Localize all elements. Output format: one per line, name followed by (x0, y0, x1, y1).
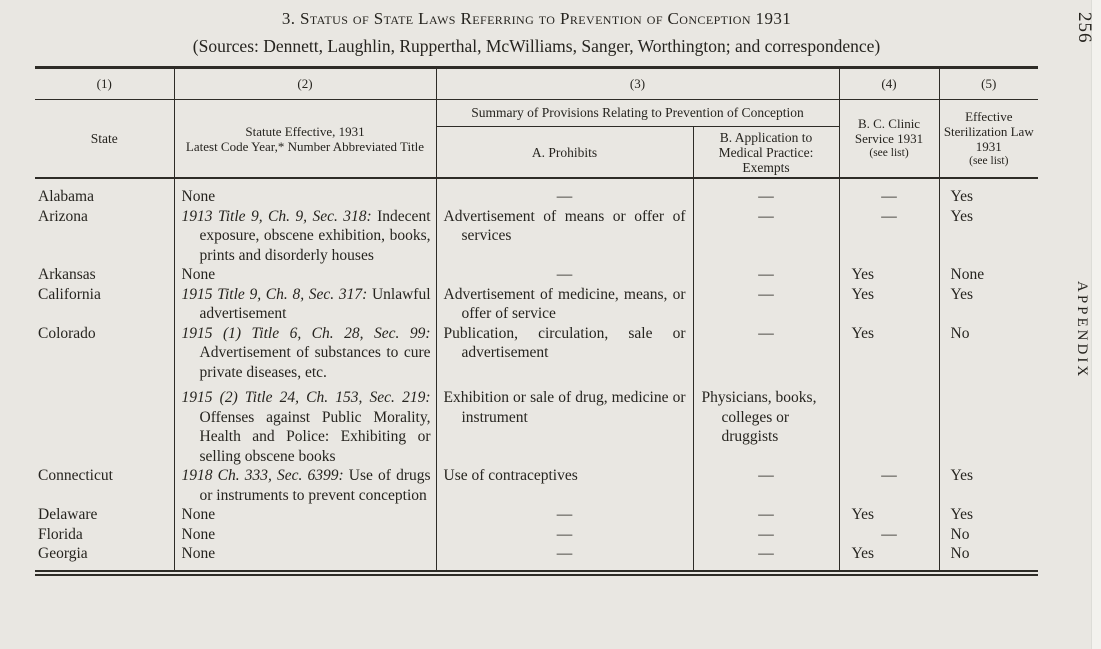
table-row (35, 544, 1038, 573)
header-statute-line2: Latest Code Year,* Number Abbreviated Title (185, 138, 425, 154)
statute-description: Unlawful advertisement (199, 285, 431, 322)
state-name-cell: Georgia (35, 544, 174, 573)
statute-reference: 1915 (2) Title 24, Ch. 153, Sec. 219: (181, 389, 431, 406)
sterilization-law-cell: Yes (950, 506, 974, 523)
statute-cell (174, 207, 436, 266)
clinic-service-cell: Yes (839, 265, 939, 285)
table-row (35, 466, 1038, 505)
prohibits-cell: Advertisement of medicine, means, or offer of service (436, 285, 693, 324)
statute-cell (174, 285, 436, 324)
table-row (35, 285, 1038, 324)
clinic-service-cell: — (839, 178, 939, 207)
table-row (35, 505, 1038, 525)
header-clinic-label: B. C. Clinic Service 1931 (854, 116, 924, 146)
statute-description: None (181, 188, 216, 205)
table-header (35, 68, 1038, 179)
exempts-cell: Physicians, books, colleges or druggists (693, 382, 839, 466)
exempts-cell: — (693, 525, 839, 545)
sterilization-law-cell (939, 382, 1038, 466)
header-state: State (35, 100, 174, 179)
statute-reference: 1915 Title 9, Ch. 8, Sec. 317: (181, 285, 368, 303)
exempts-cell: — (693, 207, 839, 266)
column-numbers-row (35, 68, 1038, 100)
statute-reference: 1915 (1) Title 6, Ch. 28, Sec. 99: (181, 324, 431, 342)
clinic-service-cell: Yes (839, 505, 939, 525)
statute-description: None (181, 266, 216, 283)
statute-description: Offenses against Public Morality, Health and Police: Exhibiting or selling obscene books (199, 408, 431, 465)
clinic-service-cell: — (839, 525, 939, 545)
state-name-cell: Florida (35, 525, 174, 545)
appendix-label: APPENDIX (1074, 281, 1090, 380)
statute-description: None (181, 506, 216, 523)
header-sterilization (939, 100, 1038, 179)
statute-cell (174, 265, 436, 285)
table-row (35, 178, 1038, 207)
exempts-cell: — (693, 285, 839, 324)
header-statute (174, 100, 436, 179)
header-summary: Summary of Provisions Relating to Prevention of Conception (436, 100, 839, 127)
clinic-service-cell (839, 382, 939, 466)
column-number-1: (1) (35, 68, 174, 100)
exempts-cell: — (693, 265, 839, 285)
clinic-service-cell: Yes (839, 324, 939, 383)
statute-description: None (181, 545, 216, 562)
table-row (35, 207, 1038, 266)
clinic-service-cell: Yes (839, 544, 939, 573)
sterilization-law-cell: None (950, 266, 985, 283)
state-name-cell: Arizona (35, 207, 174, 266)
clinic-service-cell: — (839, 466, 939, 505)
state-name-cell: Connecticut (35, 466, 174, 505)
statute-cell (174, 544, 436, 573)
prohibits-cell: — (436, 178, 693, 207)
table-row (35, 265, 1038, 285)
prohibits-cell: — (436, 505, 693, 525)
state-name-cell: Colorado (35, 324, 174, 383)
statute-description: None (181, 525, 216, 543)
prohibits-cell: Use of contraceptives (436, 466, 693, 505)
table-body (35, 178, 1038, 573)
page-subtitle: (Sources: Dennett, Laughlin, Rupperthal, McWilliams, Sanger, Worthington; and correspondence) (192, 36, 881, 56)
exempts-cell: — (693, 466, 839, 505)
sterilization-law-cell: Yes (950, 285, 974, 303)
state-name-cell: California (35, 285, 174, 324)
prohibits-cell: — (436, 525, 693, 545)
sterilization-law-cell: No (950, 525, 970, 543)
table-row (35, 525, 1038, 545)
statute-reference: 1918 Ch. 333, Sec. 6399: (181, 467, 344, 484)
state-laws-table (35, 66, 1038, 576)
table-row (35, 324, 1038, 383)
prohibits-cell: — (436, 544, 693, 573)
statute-cell (174, 324, 436, 383)
state-name-cell (35, 382, 174, 466)
state-name-cell: Arkansas (35, 265, 174, 285)
exempts-cell: — (693, 324, 839, 383)
statute-reference: 1913 Title 9, Ch. 9, Sec. 318: (181, 207, 372, 225)
header-clinic-note: (see list) (869, 147, 909, 159)
prohibits-cell: Publication, circulation, sale or advertisement (436, 324, 693, 383)
statute-cell (174, 466, 436, 505)
page-title: 3. Status of State Laws Referring to Prevention of Conception 1931 (281, 9, 792, 28)
statute-cell (174, 525, 436, 545)
scan-edge (1091, 0, 1101, 649)
prohibits-cell: Exhibition or sale of drug, medicine or instrument (436, 382, 693, 466)
header-main-row (35, 100, 1038, 127)
state-name-cell: Delaware (35, 505, 174, 525)
statute-cell (174, 382, 436, 466)
statute-cell (174, 505, 436, 525)
header-sterilization-label: Effective Sterilization Law 1931 (943, 108, 1034, 154)
clinic-service-cell: Yes (839, 285, 939, 324)
exempts-cell: — (693, 178, 839, 207)
column-number-5: (5) (939, 68, 1038, 100)
prohibits-cell: — (436, 265, 693, 285)
state-name-cell: Alabama (35, 178, 174, 207)
page-number: 256 (1074, 12, 1095, 44)
column-number-4: (4) (839, 68, 939, 100)
column-number-2: (2) (174, 68, 436, 100)
sterilization-law-cell: Yes (950, 188, 974, 205)
statute-description: Indecent exposure, obscene exhibition, books, prints and disorderly houses (199, 207, 431, 264)
sterilization-law-cell: No (950, 324, 970, 342)
table-row (35, 382, 1038, 466)
header-statute-line1: Statute Effective, 1931 (245, 123, 365, 139)
sterilization-law-cell: Yes (950, 207, 974, 225)
statute-cell (174, 178, 436, 207)
statute-description: Advertisement of substances to cure private diseases, etc. (199, 344, 431, 381)
statute-description: Use of drugs or instruments to prevent conception (199, 467, 431, 504)
clinic-service-cell: — (839, 207, 939, 266)
exempts-cell: — (693, 544, 839, 573)
header-clinic (839, 100, 939, 179)
header-exempts: B. Application to Medical Practice: Exempts (693, 127, 839, 179)
sterilization-law-cell: No (950, 545, 970, 562)
prohibits-cell: Advertisement of means or offer of services (436, 207, 693, 266)
exempts-cell: — (693, 505, 839, 525)
header-sterilization-note: (see list) (969, 154, 1009, 167)
header-prohibits: A. Prohibits (436, 127, 693, 179)
sterilization-law-cell: Yes (950, 467, 974, 484)
column-number-3: (3) (436, 68, 839, 100)
